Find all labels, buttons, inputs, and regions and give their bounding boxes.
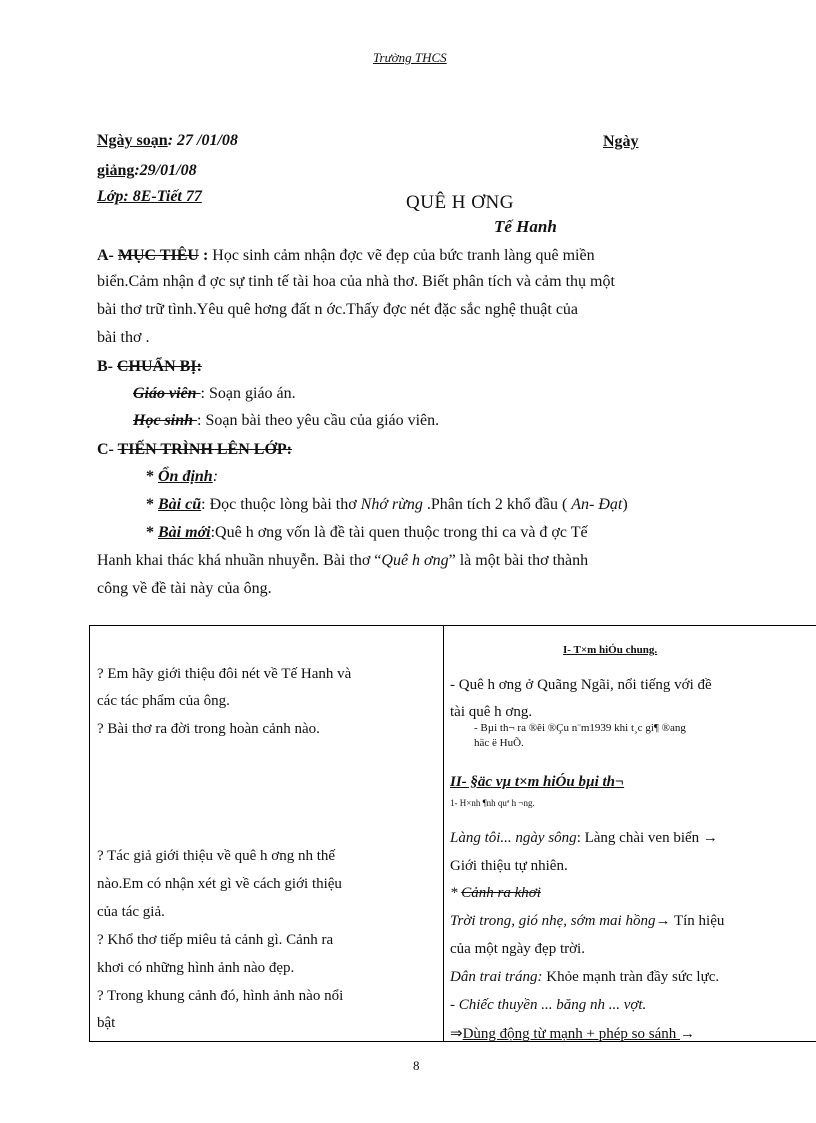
implies-icon: ⇒	[450, 1026, 463, 1042]
section-a-line3: bài thơ trữ tình.Yêu quê hơng đất n ớc.Thấy đợc nét đặc sắc nghệ thuật của	[97, 301, 579, 318]
section-c-label: TIẾN TRÌNH LÊN LỚP:	[117, 441, 292, 458]
analysis-line2: Giới thiệu tự nhiên.	[450, 858, 568, 874]
heading-tim-hieu-chung: I- T×m hiÓu chung.	[563, 644, 658, 656]
arrow-right-icon: →	[655, 913, 671, 929]
bai-moi-line1: * Bài mới:Quê h ơng vốn là đề tài quen thuộc trong thi ca và đ ợc Tế	[146, 524, 588, 541]
question-2: ? Bài thơ ra đời trong hoàn cảnh nào.	[97, 721, 320, 737]
question-3-line1: ? Tác giả giới thiệu về quê h ơng nh thế	[97, 848, 336, 864]
arrow-right-icon: →	[702, 830, 718, 846]
question-4-line2: khơi có những hình ảnh nào đẹp.	[97, 960, 295, 976]
ngay-label: Ngày	[603, 133, 639, 150]
section-b-student: Học sinh : Soạn bài theo yêu cầu của giáo viên.	[133, 412, 440, 429]
section-b-teacher: Giáo viên : Soạn giáo án.	[133, 385, 296, 402]
section-a-line4: bài thơ .	[97, 329, 150, 346]
section-c-heading: C- TIẾN TRÌNH LÊN LỚP:	[97, 441, 292, 458]
section-a-label: MỤC TIÊU	[117, 247, 199, 264]
ngay-soan-label: Ngày soạn	[97, 132, 168, 149]
answer-2-line1: - Bµi th¬ ra ®êi ®Çu n¨m1939 khi t¸c gi¶ ®ang	[474, 722, 686, 734]
table-divider	[443, 625, 444, 1042]
answer-2-line2: häc ë HuÕ.	[474, 737, 524, 749]
giang-label: giảng	[97, 162, 135, 179]
analysis-line7: - Chiếc thuyền ... băng nh ... vợt.	[450, 997, 647, 1013]
analysis-line6: Dân trai tráng: Khỏe mạnh tràn đầy sức lực.	[450, 969, 720, 985]
section-b-label: CHUẨN BỊ:	[117, 358, 202, 375]
lesson-author: Tế Hanh	[494, 217, 557, 236]
analysis-line4: Trời trong, gió nhẹ, sớm mai hồng→ Tín hiệu	[450, 913, 725, 929]
question-1-line2: các tác phẩm của ông.	[97, 693, 230, 709]
arrow-right-icon: →	[679, 1026, 695, 1042]
answer-1-line1: - Quê h ơng ở Quãng Ngãi, nổi tiếng với đề	[450, 677, 712, 693]
heading-doc-tim-hieu: II- §äc vµ t×m hiÓu bµi th¬	[450, 774, 625, 790]
bai-moi-line2: Hanh khai thác khá nhuần nhuyễn. Bài thơ “Quê h ơng” là một bài thơ thành	[97, 552, 589, 569]
teacher-label: Giáo viên	[133, 385, 201, 402]
ngay-soan-line: Ngày soạn: 27 /01/08	[97, 132, 238, 149]
question-5-line2: bật	[97, 1015, 116, 1031]
section-a-line2: biển.Cảm nhận đ ợc sự tinh tế tài hoa của nhà thơ. Biết phân tích và cảm thụ một	[97, 273, 615, 290]
ngay-soan-value: 27 /01/08	[173, 132, 238, 149]
lop-tiet: Lớp: 8E-Tiết 77	[97, 188, 202, 205]
student-label: Học sinh	[133, 412, 198, 429]
bai-cu: * Bài cũ: Đọc thuộc lòng bài thơ Nhớ rừng .Phân tích 2 khổ đầu ( An- Đạt)	[146, 496, 628, 513]
question-1-line1: ? Em hãy giới thiệu đôi nét về Tế Hanh và	[97, 666, 352, 682]
question-5-line1: ? Trong khung cảnh đó, hình ảnh nào nổi	[97, 988, 344, 1004]
question-3-line3: của tác giả.	[97, 904, 165, 920]
table-border-top	[89, 625, 816, 626]
analysis-line3: * Cảnh ra khơi	[450, 885, 541, 901]
question-3-line2: nào.Em có nhận xét gì về cách giới thiệu	[97, 876, 342, 892]
question-4-line1: ? Khổ thơ tiếp miêu tả cảnh gì. Cảnh ra	[97, 932, 334, 948]
giang-value: :29/01/08	[134, 162, 197, 179]
bai-moi-line3: công về đề tài này của ông.	[97, 580, 272, 597]
analysis-line5: của một ngày đẹp trời.	[450, 941, 585, 957]
table-border-left	[89, 625, 90, 1042]
analysis-line1: Làng tôi... ngày sông: Làng chài ven biển →	[450, 830, 718, 846]
page-number: 8	[413, 1058, 420, 1073]
ngay-giang-line	[97, 162, 197, 180]
subheading-hinh-anh: 1- H×nh ¶nh quª h ¬ng.	[450, 798, 535, 808]
on-dinh: * Ổn định:	[146, 468, 219, 485]
answer-1-line2: tài quê h ơng.	[450, 704, 533, 720]
section-b-heading: B- CHUẨN BỊ:	[97, 358, 202, 375]
analysis-line8: ⇒Dùng động từ mạnh + phép so sánh →	[450, 1026, 695, 1042]
section-a-line1: A- MỤC TIÊU : Học sinh cảm nhận đợc vẽ đẹp của bức tranh làng quê miền	[97, 247, 595, 264]
lesson-title: QUÊ H ƠNG	[406, 192, 514, 213]
page-header-school: Trường THCS	[373, 50, 447, 65]
